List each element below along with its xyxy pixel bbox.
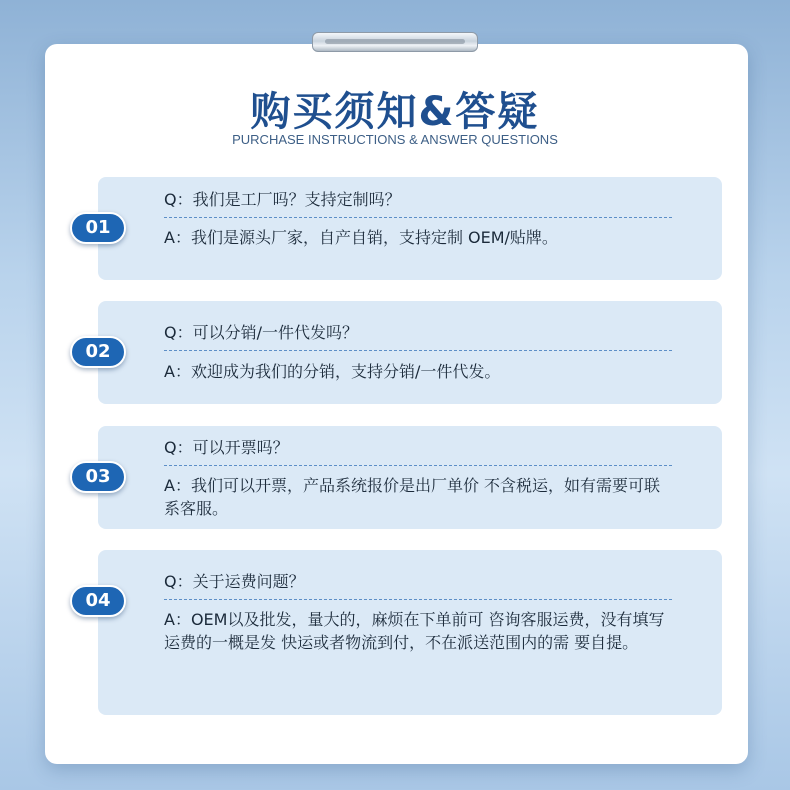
- faq-number-badge-1: 01: [70, 212, 126, 244]
- faq-divider-2: [164, 350, 672, 351]
- faq-number-badge-3: 03: [70, 461, 126, 493]
- faq-question-3: Q：可以开票吗？: [164, 438, 289, 457]
- faq-question-2: Q：可以分销/一件代发吗？: [164, 323, 358, 342]
- faq-question-4: Q：关于运费问题？: [164, 572, 305, 591]
- faq-card-2: [98, 301, 722, 404]
- faq-answer-1: A：我们是源头厂家，自产自销，支持定制 OEM/贴牌。: [164, 228, 558, 247]
- faq-question-1: Q：我们是工厂吗？支持定制吗？: [164, 190, 401, 209]
- page-title: 购买须知&答疑: [250, 89, 540, 135]
- faq-answer-2: A：欢迎成为我们的分销，支持分销/一件代发。: [164, 362, 501, 381]
- faq-answer-4: A：OEM以及批发，量大的，麻烦在下单前可 咨询客服运费，没有填写运费的一概是发 快运或者物流到付，不在派送范围内的需 要自提。: [164, 610, 665, 652]
- faq-number-badge-4: 04: [70, 585, 126, 617]
- faq-divider-1: [164, 217, 672, 218]
- faq-number-badge-2: 02: [70, 336, 126, 368]
- faq-answer-3: A：我们可以开票，产品系统报价是出厂单价 不含税运，如有需要可联系客服。: [164, 476, 661, 518]
- faq-divider-4: [164, 599, 672, 600]
- clipboard-clip-icon: [312, 32, 478, 52]
- faq-divider-3: [164, 465, 672, 466]
- page-subtitle: PURCHASE INSTRUCTIONS & ANSWER QUESTIONS: [232, 132, 558, 147]
